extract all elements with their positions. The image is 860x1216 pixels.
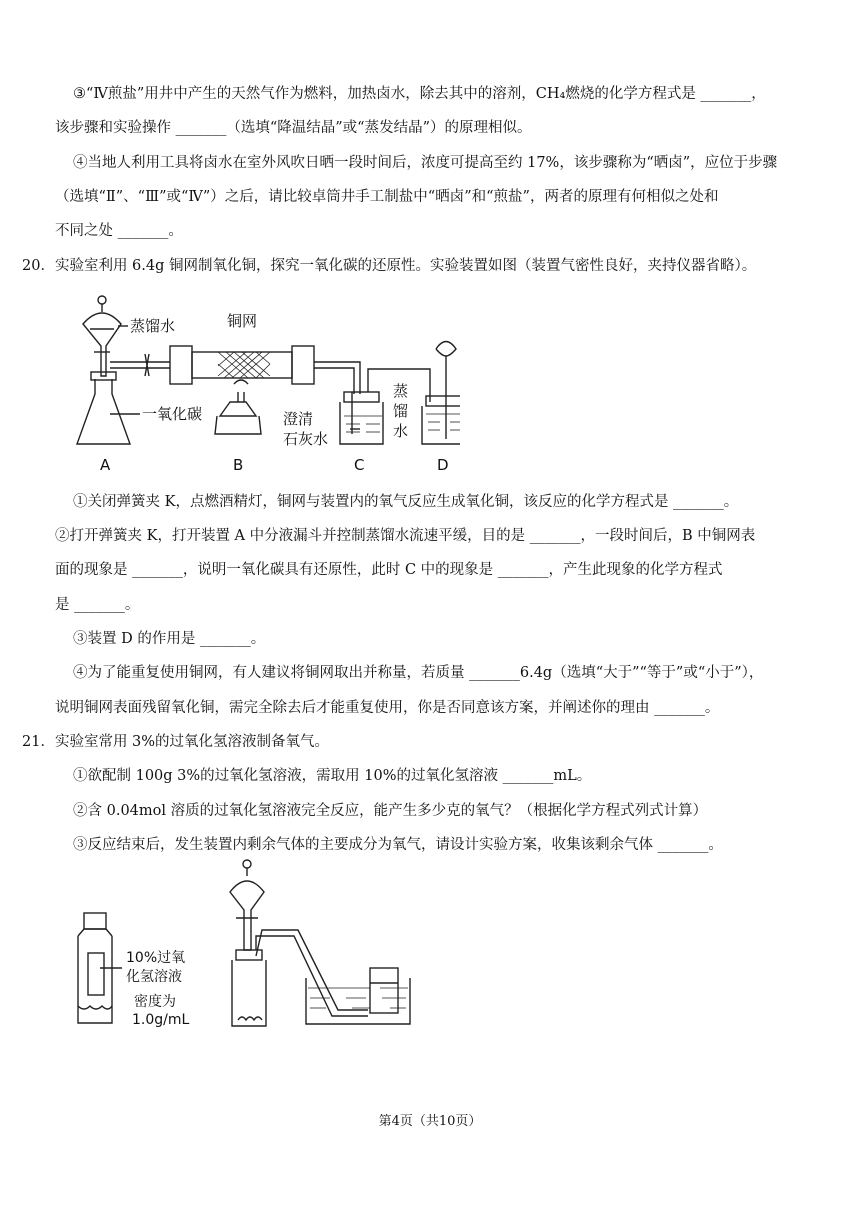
text-line: 是 _______。	[55, 597, 140, 613]
text-line: ②含 0.04mol 溶质的过氧化氢溶液完全反应，能产生多少克的氧气？（根据化学方程式列式计算）	[73, 803, 708, 819]
label-d-water-3: 水	[393, 422, 409, 440]
label-d-water-2: 馏	[393, 402, 409, 420]
page-footer: 第4页（共10页）	[378, 1114, 482, 1129]
bottle-label-2: 化氢溶液	[126, 969, 182, 985]
label-d-water-1: 蒸	[393, 382, 409, 400]
bottle-label-4: 1.0g/mL	[132, 1012, 190, 1028]
text-line: ④为了能重复使用铜网，有人建议将铜网取出并称量，若质量 _______6.4g（选填“大于”“等于”或“小于”），	[73, 665, 764, 681]
label-distilled-water: 蒸馏水	[130, 317, 176, 335]
apparatus-figure-co	[70, 284, 460, 476]
text-line: 面的现象是 _______，说明一氧化碳具有还原性，此时 C 中的现象是 _______，产生此现象的化学方程式	[55, 562, 723, 578]
label-d: D	[437, 456, 449, 474]
text-line: （选填“Ⅱ”、“Ⅲ”或“Ⅳ”）之后，请比较卓筒井手工制盐中“晒卤”和“煎盐”，两者的原理有何相似之处和	[55, 189, 719, 205]
text-line: ①欲配制 100g 3%的过氧化氢溶液，需取用 10%的过氧化氢溶液 _______mL。	[73, 768, 592, 784]
label-lime-water-1: 澄清	[283, 410, 314, 428]
text-line: 该步骤和实验操作 _______（选填“降温结晶”或“蒸发结晶”）的原理相似。	[55, 120, 532, 136]
label-a: A	[100, 456, 111, 474]
question-20: 20．实验室利用 6.4g 铜网制氧化铜，探究一氧化碳的还原性。实验装置如图（装置气密性良好，夹持仪器省略）。	[22, 258, 757, 274]
text-line: 不同之处 _______。	[55, 223, 183, 239]
text-line: ①关闭弹簧夹 K，点燃酒精灯，铜网与装置内的氧气反应生成氧化铜，该反应的化学方程式是 _______。	[73, 494, 739, 510]
question-21: 21．实验室常用 3%的过氧化氢溶液制备氧气。	[22, 734, 330, 750]
text-line: ④当地人利用工具将卤水在室外风吹日晒一段时间后，浓度可提高至约 17%，该步骤称为“晒卤”，应位于步骤	[73, 155, 778, 171]
label-lime-water-2: 石灰水	[283, 430, 329, 448]
label-b: B	[233, 456, 244, 474]
text-line: ③反应结束后，发生装置内剩余气体的主要成分为氧气，请设计实验方案，收集该剩余气体 _______。	[73, 837, 723, 853]
text-line: ③装置 D 的作用是 _______。	[73, 631, 266, 647]
label-c: C	[354, 456, 365, 474]
text-line: 说明铜网表面残留氧化铜，需完全除去后才能重复使用，你是否同意该方案，并阐述你的理由 _______。	[55, 700, 720, 716]
label-copper-mesh: 铜网	[227, 312, 258, 330]
bottle-label-1: 10%过氧	[126, 950, 186, 966]
bottle-label-3: 密度为	[134, 994, 176, 1010]
apparatus-figure-oxygen	[70, 858, 510, 1038]
label-carbon-monoxide: 一氧化碳	[142, 405, 203, 423]
text-line: ②打开弹簧夹 K，打开装置 A 中分液漏斗并控制蒸馏水流速平缓，目的是 _______，一段时间后，B 中铜网表	[55, 528, 756, 544]
text-line: ③“Ⅳ煎盐”用井中产生的天然气作为燃料，加热卤水，除去其中的溶剂，CH₄燃烧的化学方程式是 _______，	[73, 86, 766, 102]
